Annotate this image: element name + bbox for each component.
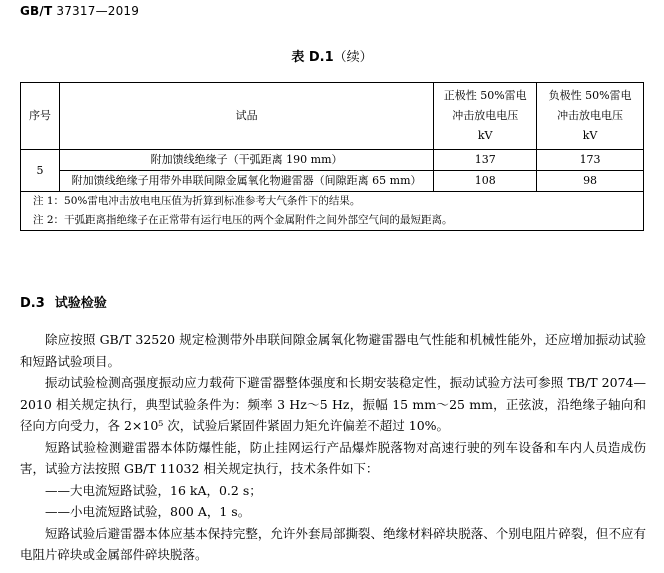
table-caption-label: 表 D.1 [291,50,334,65]
table-row [21,171,644,192]
section-body [20,329,646,566]
cell-negative: 173 [537,150,644,171]
col-header-positive-line2: 冲击放电电压 [452,109,519,122]
paragraph: 短路试验后避雷器本体应基本保持完整，允许外套局部撕裂、绝缘材料碎块脱落、个别电阻片碎裂，但不应有电阻片碎块或金属部件碎块脱落。 [20,525,646,562]
section-heading [20,292,107,311]
table-caption [0,46,664,65]
col-header-negative-line2: 冲击放电电压 [557,109,624,122]
page-header [20,4,139,18]
table-note-1: 注 1：50%雷电冲击放电电压值为折算到标准参考大气条件下的结果。 [33,195,361,207]
data-table [20,82,644,231]
standard-number: 37317—2019 [56,4,140,18]
table-header-row [21,83,644,150]
table-row [21,150,644,171]
section-title: 试验检验 [54,296,107,311]
col-header-negative-unit: kV [582,129,598,142]
cell-positive: 137 [434,150,537,171]
standard-code: GB/T [20,4,53,18]
col-header-test: 试品 [59,83,433,150]
table-notes-row [21,192,644,231]
cell-test: 附加馈线绝缘子（干弧距离 190 mm） [59,150,433,171]
col-header-positive [434,83,537,150]
col-header-positive-line1: 正极性 50%雷电 [443,89,527,102]
paragraph: 振动试验检测高强度振动应力载荷下避雷器整体强度和长期安装稳定性，振动试验方法可参照 TB/T 2074—2010 相关规定执行，典型试验条件为：频率 3 Hz～5 Hz，振幅 15 mm～25 mm，正弦波，沿绝缘子轴向和径向方向受力，各 2×10⁵ 次，试验后紧固件紧固力矩允许偏差不超过 10%。 [20,375,646,433]
paragraph: 短路试验检测避雷器本体防爆性能，防止挂网运行产品爆炸脱落物对高速行驶的列车设备和车内人员造成伤害，试验方法按照 GB/T 11032 相关规定执行，技术条件如下： [20,439,646,476]
cell-positive: 108 [434,171,537,192]
table-notes [21,192,644,231]
table-caption-suffix: （续） [333,50,373,65]
cell-negative: 98 [537,171,644,192]
list-item: ——大电流短路试验，16 kA，0.2 s； [45,482,262,498]
col-header-negative-line1: 负极性 50%雷电 [548,89,632,102]
section-number: D.3 [20,296,45,311]
col-header-negative [537,83,644,150]
col-header-no: 序号 [21,83,60,150]
col-header-positive-unit: kV [477,129,493,142]
paragraph: 除应按照 GB/T 32520 规定检测带外串联间隙金属氧化物避雷器电气性能和机械性能外，还应增加振动试验和短路试验项目。 [20,332,646,369]
cell-test: 附加馈线绝缘子用带外串联间隙金属氧化物避雷器（间隙距离 65 mm） [59,171,433,192]
list-item: ——小电流短路试验，800 A，1 s。 [45,504,251,519]
cell-no: 5 [21,150,60,192]
table-note-2: 注 2：干弧距离指绝缘子在正常带有运行电压的两个金属附件之间外部空气间的最短距离。 [33,214,453,226]
